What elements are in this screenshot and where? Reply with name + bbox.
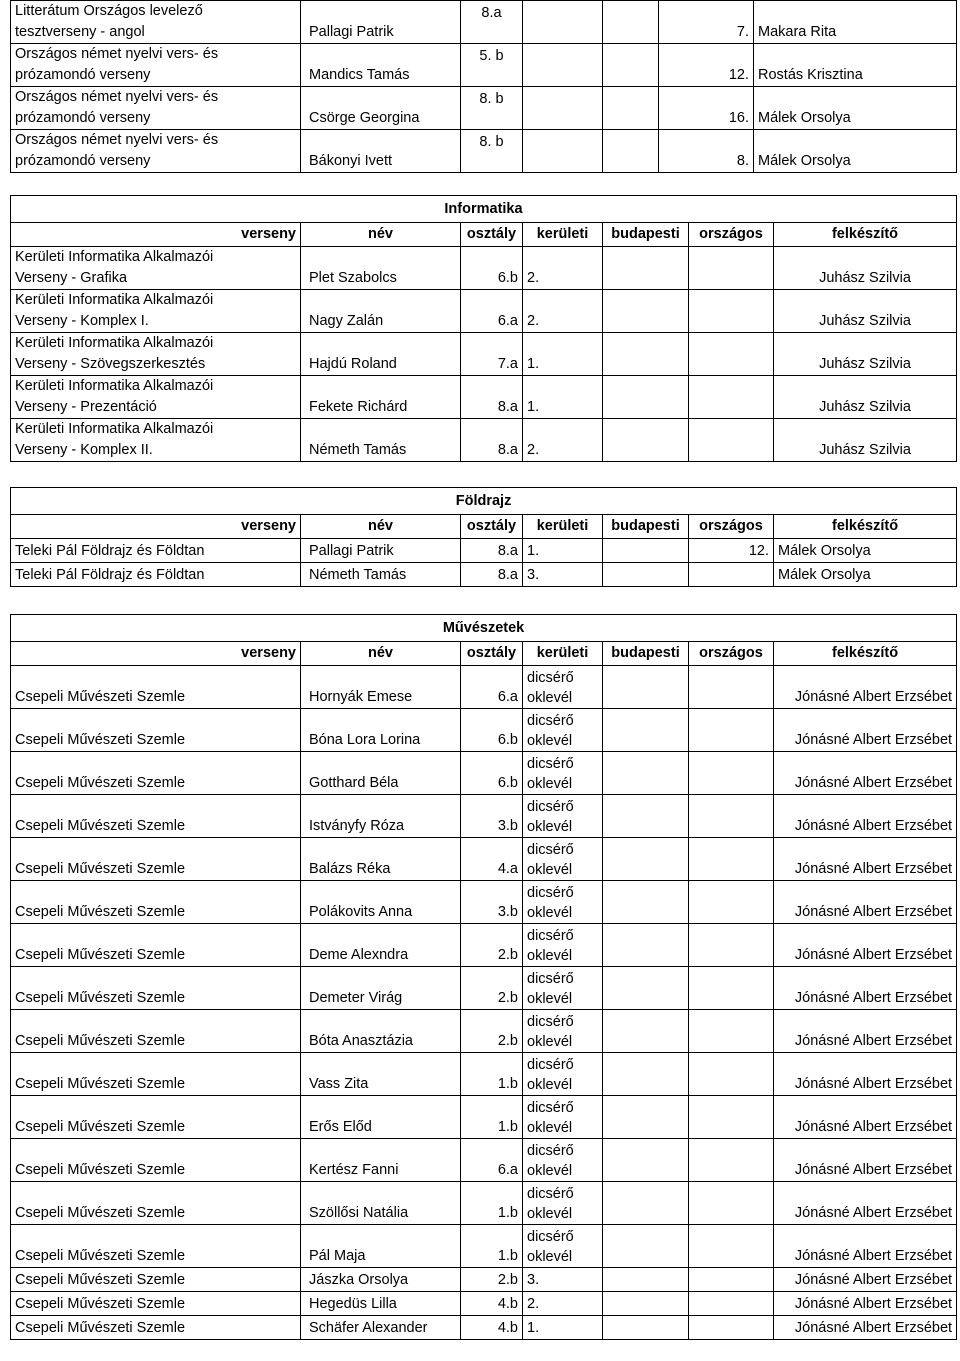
competition-cell: Csepeli Művészeti Szemle [11,666,301,709]
commendation-line-2: oklevél [527,948,573,964]
competition-cell: Csepeli Művészeti Szemle [11,1010,301,1053]
class-cell: 4.b [461,1316,523,1340]
teacher-cell: Juhász Szilvia [774,247,957,290]
table-row [11,333,957,376]
empty-cell [689,1139,774,1182]
competition-cell: Csepeli Művészeti Szemle [11,1225,301,1268]
class-cell: 7.a [461,333,523,376]
commendation-cell [523,795,603,838]
commendation-line-2: oklevél [527,690,573,706]
empty-cell [603,924,689,967]
column-header-orszagos: országos [689,642,774,666]
commendation-cell [523,1225,603,1268]
table-row [11,924,957,967]
teacher-cell: Juhász Szilvia [774,333,957,376]
empty-cell [689,290,774,333]
competition-cell: Csepeli Művészeti Szemle [11,1053,301,1096]
empty-cell [603,247,689,290]
teacher-cell: Juhász Szilvia [774,376,957,419]
class-cell: 8.a [461,563,523,587]
class-cell: 8.a [461,376,523,419]
empty-cell [689,1292,774,1316]
student-name: Schäfer Alexander [301,1316,461,1340]
header-row [11,515,957,539]
table-row [11,666,957,709]
empty-cell [689,1316,774,1340]
empty-cell [603,1182,689,1225]
empty-cell [603,539,689,563]
column-header-nev: név [301,642,461,666]
competition-cell: Csepeli Művészeti Szemle [11,1316,301,1340]
commendation-line-1: dicsérő [527,1100,574,1116]
column-header-keruleti: kerületi [523,515,603,539]
empty-cell [689,1010,774,1053]
competition-cell: Csepeli Művészeti Szemle [11,795,301,838]
table-row [11,1,957,44]
class-cell: 4.a [461,838,523,881]
district-place-cell: 2. [523,290,603,333]
empty-cell [603,44,659,87]
teacher-cell: Juhász Szilvia [774,290,957,333]
teacher-cell: Jónásné Albert Erzsébet [774,1225,957,1268]
student-name: Polákovits Anna [301,881,461,924]
competition-cell: Csepeli Művészeti Szemle [11,881,301,924]
table-row [11,419,957,462]
empty-cell [603,795,689,838]
empty-cell [689,247,774,290]
empty-cell [689,838,774,881]
commendation-line-1: dicsérő [527,1143,574,1159]
art-rows [11,666,957,1268]
teacher-cell: Jónásné Albert Erzsébet [774,1182,957,1225]
student-name: Vass Zita [301,1053,461,1096]
commendation-line-2: oklevél [527,1077,573,1093]
teacher-cell: Jónásné Albert Erzsébet [774,881,957,924]
table-row [11,1010,957,1053]
table-row [11,1316,957,1340]
language-competitions-table [10,0,957,173]
empty-cell [603,967,689,1010]
teacher-cell: Málek Orsolya [754,87,957,130]
table-row [11,87,957,130]
column-header-verseny: verseny [11,642,301,666]
empty-cell [603,1053,689,1096]
class-cell: 8. b [461,87,523,130]
commendation-line-2: oklevél [527,776,573,792]
student-name: Hornyák Emese [301,666,461,709]
competition-cell: Csepeli Művészeti Szemle [11,924,301,967]
commendation-cell [523,1010,603,1053]
class-cell: 2.b [461,1268,523,1292]
commendation-line-2: oklevél [527,1120,573,1136]
district-place-cell: 1. [523,1316,603,1340]
commendation-line-1: dicsérő [527,1186,574,1202]
table-row [11,563,957,587]
commendation-line-2: oklevél [527,733,573,749]
empty-cell [603,666,689,709]
student-name: Bóna Lora Lorina [301,709,461,752]
empty-cell [689,1096,774,1139]
commendation-line-1: dicsérő [527,1229,574,1245]
column-header-budapesti: budapesti [603,223,689,247]
class-cell: 4.b [461,1292,523,1316]
table-row [11,376,957,419]
teacher-cell: Jónásné Albert Erzsébet [774,924,957,967]
student-name: Németh Tamás [301,563,461,587]
competition-cell: Csepeli Művészeti Szemle [11,709,301,752]
empty-cell [689,967,774,1010]
art-placed-rows [11,1268,957,1340]
class-cell: 2.b [461,1010,523,1053]
commendation-cell [523,1096,603,1139]
commendation-line-1: dicsérő [527,928,574,944]
section-title-row [11,196,957,223]
student-name: Csörge Georgina [301,87,461,130]
class-cell: 8.a [461,419,523,462]
competition-cell: Kerületi Informatika Alkalmazói Verseny - Komplex I. [11,290,301,333]
column-header-orszagos: országos [689,223,774,247]
class-cell: 1.b [461,1225,523,1268]
competition-cell: Teleki Pál Földrajz és Földtan [11,563,301,587]
class-cell: 5. b [461,44,523,87]
commendation-cell [523,1139,603,1182]
placement-cell: 8. [659,130,754,173]
commendation-cell [523,838,603,881]
class-cell: 6.a [461,1139,523,1182]
class-cell: 8.a [461,539,523,563]
district-place-cell: 3. [523,1268,603,1292]
class-cell: 6.a [461,666,523,709]
empty-cell [689,333,774,376]
table-row [11,44,957,87]
teacher-cell: Jónásné Albert Erzsébet [774,967,957,1010]
table-row [11,752,957,795]
teacher-cell: Jónásné Albert Erzsébet [774,838,957,881]
column-header-osztaly: osztály [461,515,523,539]
commendation-line-2: oklevél [527,1206,573,1222]
competition-cell: Kerületi Informatika Alkalmazói Verseny - Szövegszerkesztés [11,333,301,376]
column-header-verseny: verseny [11,515,301,539]
class-cell: 3.b [461,881,523,924]
competition-cell: Teleki Pál Földrajz és Földtan [11,539,301,563]
empty-cell [689,795,774,838]
competition-cell: Országos német nyelvi vers- és prózamondó verseny [11,44,301,87]
competition-cell: Csepeli Művészeti Szemle [11,1292,301,1316]
teacher-cell: Jónásné Albert Erzsébet [774,1292,957,1316]
teacher-cell: Jónásné Albert Erzsébet [774,1316,957,1340]
commendation-line-1: dicsérő [527,799,574,815]
empty-cell [689,666,774,709]
commendation-cell [523,924,603,967]
foldrajz-table [10,487,957,587]
empty-cell [523,44,603,87]
commendation-line-2: oklevél [527,905,573,921]
table-row [11,247,957,290]
competition-cell: Csepeli Művészeti Szemle [11,752,301,795]
empty-cell [689,709,774,752]
column-header-felkeszito: felkészítő [774,642,957,666]
empty-cell [603,1096,689,1139]
competition-cell: Csepeli Művészeti Szemle [11,1268,301,1292]
teacher-cell: Málek Orsolya [754,130,957,173]
placement-cell: 7. [659,1,754,44]
empty-cell [603,1316,689,1340]
national-place-cell [689,563,774,587]
document [10,0,956,1340]
empty-cell [689,1268,774,1292]
table-row [11,1182,957,1225]
teacher-cell: Jónásné Albert Erzsébet [774,1010,957,1053]
teacher-cell: Jónásné Albert Erzsébet [774,1268,957,1292]
table-row [11,881,957,924]
commendation-cell [523,709,603,752]
header-row [11,642,957,666]
commendation-line-1: dicsérő [527,1014,574,1030]
commendation-cell [523,881,603,924]
empty-cell [689,752,774,795]
student-name: Kertész Fanni [301,1139,461,1182]
commendation-line-2: oklevél [527,991,573,1007]
table-row [11,795,957,838]
class-cell: 8. b [461,130,523,173]
table-row [11,1096,957,1139]
column-header-budapesti: budapesti [603,642,689,666]
column-header-nev: név [301,515,461,539]
student-name: Pallagi Patrik [301,1,461,44]
commendation-line-2: oklevél [527,1034,573,1050]
student-name: Demeter Virág [301,967,461,1010]
district-place-cell: 2. [523,247,603,290]
column-header-keruleti: kerületi [523,223,603,247]
empty-cell [523,87,603,130]
column-header-verseny: verseny [11,223,301,247]
commendation-line-1: dicsérő [527,1057,574,1073]
commendation-line-1: dicsérő [527,713,574,729]
empty-cell [603,290,689,333]
competition-cell: Országos német nyelvi vers- és prózamondó verseny [11,87,301,130]
empty-cell [603,376,689,419]
table-row [11,1268,957,1292]
class-cell: 1.b [461,1053,523,1096]
teacher-cell: Málek Orsolya [774,563,957,587]
student-name: Bákonyi Ivett [301,130,461,173]
class-cell: 6.b [461,752,523,795]
competition-cell: Litterátum Országos levelező tesztverseny - angol [11,1,301,44]
table-row [11,1225,957,1268]
informatika-table [10,195,957,462]
muveszetek-table [10,614,957,1340]
class-cell: 3.b [461,795,523,838]
empty-cell [603,333,689,376]
competition-cell: Kerületi Informatika Alkalmazói Verseny - Grafika [11,247,301,290]
table-row [11,1292,957,1316]
district-place-cell: 1. [523,333,603,376]
student-name: Jászka Orsolya [301,1268,461,1292]
empty-cell [689,1182,774,1225]
empty-cell [603,1010,689,1053]
class-cell: 6.a [461,290,523,333]
empty-cell [603,87,659,130]
commendation-line-2: oklevél [527,1163,573,1179]
teacher-cell: Jónásné Albert Erzsébet [774,795,957,838]
column-header-osztaly: osztály [461,223,523,247]
commendation-line-2: oklevél [527,862,573,878]
empty-cell [603,1268,689,1292]
student-name: Deme Alexndra [301,924,461,967]
column-header-budapesti: budapesti [603,515,689,539]
class-cell: 6.b [461,709,523,752]
section-title-row [11,615,957,642]
placement-cell: 16. [659,87,754,130]
commendation-cell [523,1053,603,1096]
table-row [11,1053,957,1096]
commendation-line-1: dicsérő [527,756,574,772]
empty-cell [603,881,689,924]
empty-cell [603,130,659,173]
commendation-line-1: dicsérő [527,885,574,901]
class-cell: 2.b [461,924,523,967]
competition-cell: Csepeli Művészeti Szemle [11,967,301,1010]
column-header-osztaly: osztály [461,642,523,666]
commendation-line-1: dicsérő [527,971,574,987]
section-title-row [11,488,957,515]
competition-cell: Kerületi Informatika Alkalmazói Verseny - Prezentáció [11,376,301,419]
placement-cell: 12. [659,44,754,87]
teacher-cell: Málek Orsolya [774,539,957,563]
table-row [11,709,957,752]
commendation-line-1: dicsérő [527,670,574,686]
empty-cell [689,1225,774,1268]
student-name: Hajdú Roland [301,333,461,376]
column-header-felkeszito: felkészítő [774,515,957,539]
empty-cell [689,924,774,967]
teacher-cell: Juhász Szilvia [774,419,957,462]
teacher-cell: Jónásné Albert Erzsébet [774,1139,957,1182]
teacher-cell: Jónásné Albert Erzsébet [774,709,957,752]
class-cell: 2.b [461,967,523,1010]
student-name: Balázs Réka [301,838,461,881]
teacher-cell: Rostás Krisztina [754,44,957,87]
table-row [11,967,957,1010]
commendation-cell [523,967,603,1010]
column-header-keruleti: kerületi [523,642,603,666]
table-row [11,838,957,881]
empty-cell [689,881,774,924]
student-name: Németh Tamás [301,419,461,462]
student-name: Mandics Tamás [301,44,461,87]
student-name: Pál Maja [301,1225,461,1268]
teacher-cell: Jónásné Albert Erzsébet [774,1053,957,1096]
empty-cell [689,419,774,462]
empty-cell [603,1139,689,1182]
empty-cell [603,563,689,587]
section-title: Földrajz [11,488,957,515]
competition-cell: Országos német nyelvi vers- és prózamondó verseny [11,130,301,173]
student-name: Pallagi Patrik [301,539,461,563]
section-title: Informatika [11,196,957,223]
commendation-cell [523,1182,603,1225]
commendation-cell [523,666,603,709]
student-name: Erős Előd [301,1096,461,1139]
empty-cell [689,376,774,419]
empty-cell [603,838,689,881]
competition-cell: Csepeli Művészeti Szemle [11,1182,301,1225]
commendation-line-2: oklevél [527,819,573,835]
competition-cell: Csepeli Művészeti Szemle [11,1096,301,1139]
empty-cell [523,130,603,173]
competition-cell: Csepeli Művészeti Szemle [11,838,301,881]
empty-cell [603,1225,689,1268]
empty-cell [603,709,689,752]
column-header-orszagos: országos [689,515,774,539]
student-name: Fekete Richárd [301,376,461,419]
table-row [11,290,957,333]
district-place-cell: 1. [523,539,603,563]
class-cell: 8.a [461,1,523,44]
student-name: Hegedüs Lilla [301,1292,461,1316]
district-place-cell: 3. [523,563,603,587]
student-name: Plet Szabolcs [301,247,461,290]
commendation-line-2: oklevél [527,1249,573,1265]
column-header-felkeszito: felkészítő [774,223,957,247]
student-name: Nagy Zalán [301,290,461,333]
empty-cell [603,419,689,462]
student-name: Szöllősi Natália [301,1182,461,1225]
section-title: Művészetek [11,615,957,642]
empty-cell [603,1292,689,1316]
table-row [11,1139,957,1182]
table-row [11,130,957,173]
national-place-cell: 12. [689,539,774,563]
class-cell: 1.b [461,1096,523,1139]
empty-cell [689,1053,774,1096]
class-cell: 1.b [461,1182,523,1225]
commendation-line-1: dicsérő [527,842,574,858]
competition-cell: Kerületi Informatika Alkalmazói Verseny - Komplex II. [11,419,301,462]
teacher-cell: Jónásné Albert Erzsébet [774,1096,957,1139]
column-header-nev: név [301,223,461,247]
competition-cell: Csepeli Művészeti Szemle [11,1139,301,1182]
class-cell: 6.b [461,247,523,290]
empty-cell [603,752,689,795]
teacher-cell: Jónásné Albert Erzsébet [774,752,957,795]
commendation-cell [523,752,603,795]
empty-cell [603,1,659,44]
teacher-cell: Jónásné Albert Erzsébet [774,666,957,709]
student-name: Bóta Anasztázia [301,1010,461,1053]
student-name: Istványfy Róza [301,795,461,838]
district-place-cell: 2. [523,419,603,462]
student-name: Gotthard Béla [301,752,461,795]
table-row [11,539,957,563]
teacher-cell: Makara Rita [754,1,957,44]
district-place-cell: 1. [523,376,603,419]
header-row [11,223,957,247]
district-place-cell: 2. [523,1292,603,1316]
empty-cell [523,1,603,44]
